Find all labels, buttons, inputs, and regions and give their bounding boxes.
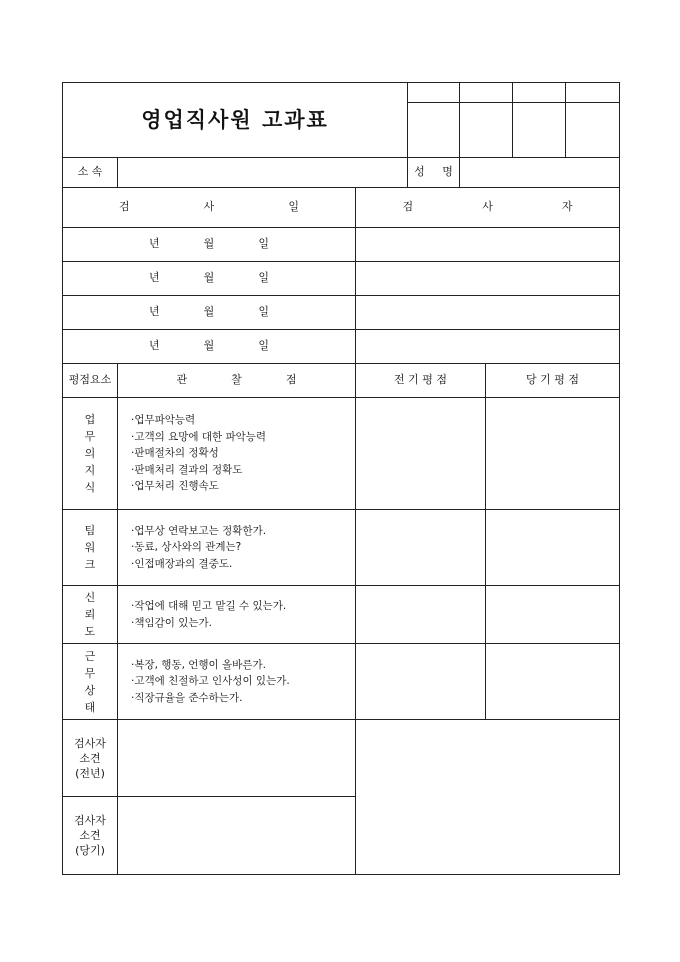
curr-score-field[interactable] xyxy=(486,398,620,510)
observation-char: 점 xyxy=(285,373,297,387)
list-item: ·판매절차의 정확성 xyxy=(131,447,219,460)
inspector-char: 사 xyxy=(482,200,493,214)
name-label: 성 명 xyxy=(408,158,460,188)
col-header-prev-score: 전 기 평 점 xyxy=(356,364,486,398)
comment-label-curr: 검사자 소견 (당기) xyxy=(63,797,118,875)
approval-header-cell xyxy=(513,83,566,103)
list-item: ·업무처리 진행속도 xyxy=(131,480,219,493)
year-label: 년 xyxy=(149,271,160,285)
approval-sign-cell[interactable] xyxy=(566,103,620,158)
list-item: ·동료, 상사와의 관계는? xyxy=(131,541,242,554)
day-label: 일 xyxy=(258,237,269,251)
observation-items xyxy=(118,586,356,644)
list-item: ·복장, 행동, 언행이 올바른가. xyxy=(131,658,266,671)
approval-sign-cell[interactable] xyxy=(513,103,566,158)
inspection-date-char: 사 xyxy=(203,200,215,214)
year-label: 년 xyxy=(149,237,160,251)
factor-label: 근 무 상 태 xyxy=(63,644,118,720)
factor-label: 업 무 의 지 식 xyxy=(63,398,118,510)
observation-char: 관 xyxy=(176,373,188,387)
comment-side-area[interactable] xyxy=(356,720,620,875)
date-cell[interactable] xyxy=(63,330,356,364)
inspector-field[interactable] xyxy=(356,228,620,262)
date-cell[interactable] xyxy=(63,262,356,296)
list-item: ·직장규율을 준수하는가. xyxy=(131,691,243,704)
prev-score-field[interactable] xyxy=(356,644,486,720)
year-label: 년 xyxy=(149,339,160,353)
inspector-field[interactable] xyxy=(356,330,620,364)
month-label: 월 xyxy=(203,305,215,319)
factor-label: 팀 워 크 xyxy=(63,510,118,586)
name-field[interactable] xyxy=(460,158,620,188)
comment-label-prev: 검사자 소견 (전년) xyxy=(63,720,118,797)
month-label: 월 xyxy=(203,271,215,285)
list-item: ·작업에 대해 믿고 맡길 수 있는가. xyxy=(131,600,287,612)
day-label: 일 xyxy=(258,305,269,319)
inspector-header xyxy=(356,188,620,228)
month-label: 월 xyxy=(203,339,215,353)
month-label: 월 xyxy=(203,237,215,251)
prev-score-field[interactable] xyxy=(356,510,486,586)
observation-char: 찰 xyxy=(231,373,242,387)
inspection-date-header xyxy=(63,188,356,228)
document-title: 영업직사원 고과표 xyxy=(63,83,408,158)
observation-items xyxy=(118,644,356,720)
affiliation-field[interactable] xyxy=(118,158,408,188)
inspector-char: 검 xyxy=(402,200,414,214)
approval-sign-cell[interactable] xyxy=(460,103,513,158)
list-item: ·책임감이 있는가. xyxy=(131,616,213,629)
date-cell[interactable] xyxy=(63,228,356,262)
date-cell[interactable] xyxy=(63,296,356,330)
inspector-char: 자 xyxy=(561,200,573,214)
curr-score-field[interactable] xyxy=(486,644,620,720)
prev-score-field[interactable] xyxy=(356,398,486,510)
inspection-date-char: 일 xyxy=(288,200,299,214)
col-header-observation xyxy=(118,364,356,398)
observation-items xyxy=(118,398,356,510)
observation-items xyxy=(118,510,356,586)
affiliation-label: 소 속 xyxy=(63,158,118,188)
day-label: 일 xyxy=(258,271,269,285)
prev-score-field[interactable] xyxy=(356,586,486,644)
curr-score-field[interactable] xyxy=(486,586,620,644)
comment-field-prev[interactable] xyxy=(118,720,356,797)
col-header-factor: 평점요소 xyxy=(63,364,118,398)
factor-label: 신 뢰 도 xyxy=(63,586,118,644)
approval-header-cell xyxy=(460,83,513,103)
list-item: ·고객에 친절하고 인사성이 있는가. xyxy=(131,675,290,688)
approval-sign-cell[interactable] xyxy=(408,103,460,158)
evaluation-form-table xyxy=(62,82,620,875)
year-label: 년 xyxy=(149,305,160,319)
inspector-field[interactable] xyxy=(356,262,620,296)
list-item: ·업무파악능력 xyxy=(131,414,196,427)
inspection-date-char: 검 xyxy=(119,200,130,214)
list-item: ·인접매장과의 결중도. xyxy=(131,557,233,570)
comment-field-curr[interactable] xyxy=(118,797,356,875)
approval-header-cell xyxy=(408,83,460,103)
col-header-curr-score: 당 기 평 점 xyxy=(486,364,620,398)
list-item: ·업무상 연락보고는 정확한가. xyxy=(131,524,267,537)
list-item: ·고객의 요망에 대한 파악능력 xyxy=(131,430,267,443)
curr-score-field[interactable] xyxy=(486,510,620,586)
inspector-field[interactable] xyxy=(356,296,620,330)
day-label: 일 xyxy=(258,339,269,353)
approval-header-cell xyxy=(566,83,620,103)
list-item: ·판매처리 결과의 정확도 xyxy=(131,463,243,476)
